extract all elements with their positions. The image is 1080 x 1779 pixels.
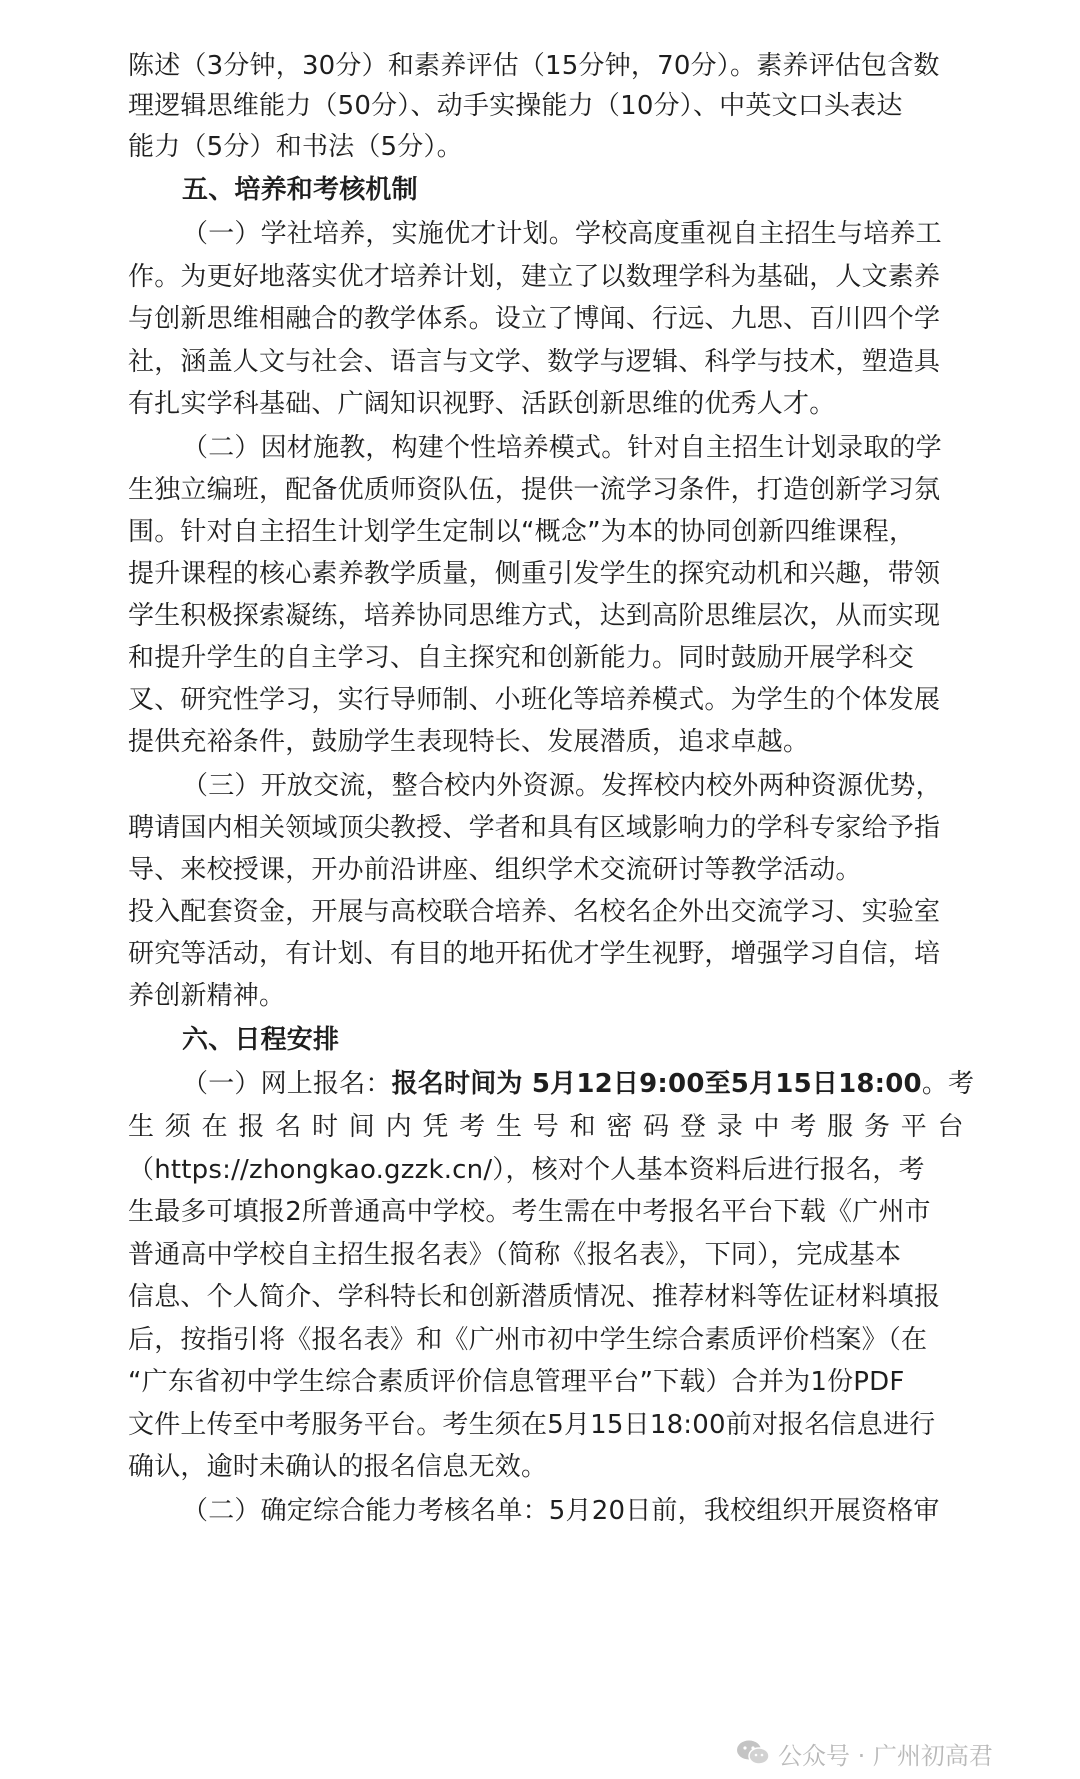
text-line: 陈述（3分钟，30分）和素养评估（15分钟，70分）。素养评估包含数 bbox=[128, 51, 940, 81]
spaced-char: 和 bbox=[569, 1112, 596, 1142]
spaced-char: 名 bbox=[275, 1112, 302, 1142]
spaced-char: 密 bbox=[606, 1112, 633, 1142]
registration-time: 报名时间为 5月12日9:00至5月15日18:00 bbox=[391, 1069, 922, 1099]
spaced-char: 在 bbox=[201, 1112, 228, 1142]
watermark bbox=[736, 1736, 993, 1770]
spaced-char: 生 bbox=[495, 1112, 523, 1142]
spaced-char: 时 bbox=[311, 1112, 339, 1142]
paragraph-2-line: 提升课程的核心素养教学质量，侧重引发学生的探究动机和兴趣，带领 bbox=[128, 559, 941, 589]
spaced-char: 间 bbox=[348, 1112, 375, 1142]
spaced-char: 报 bbox=[238, 1112, 265, 1142]
paragraph-3-line: 养创新精神。 bbox=[128, 981, 286, 1011]
section-heading-6: 六、日程安排 bbox=[182, 1025, 340, 1055]
paragraph-3-line: 研究等活动，有计划、有目的地开拓优才学生视野，增强学习自信，培 bbox=[128, 939, 941, 969]
spaced-char: 录 bbox=[716, 1112, 743, 1142]
spaced-char: 务 bbox=[863, 1112, 891, 1142]
spaced-char: 登 bbox=[679, 1112, 707, 1142]
paragraph-2-line: 生独立编班，配备优质师资队伍，提供一流学习条件，打造创新学习氛 bbox=[128, 475, 941, 505]
paragraph-4-line: （https://zhongkao.gzzk.cn/），核对个人基本资料后进行报名，考 bbox=[128, 1155, 925, 1185]
section-heading-5: 五、培养和考核机制 bbox=[182, 175, 418, 205]
paragraph-4-line: 确认，逾时未确认的报名信息无效。 bbox=[128, 1452, 548, 1482]
paragraph-3-line: （三）开放交流，整合校内外资源。发挥校内校外两种资源优势， bbox=[182, 771, 942, 801]
paragraph-3-line: 聘请国内相关领域顶尖教授、学者和具有区域影响力的学科专家给予指 bbox=[128, 813, 941, 843]
paragraph-1-line: 与创新思维相融合的教学体系。设立了博闻、行远、九思、百川四个学 bbox=[128, 304, 941, 334]
spaced-char: 服 bbox=[827, 1112, 854, 1142]
paragraph-5-line: （二）确定综合能力考核名单：5月20日前，我校组织开展资格审 bbox=[182, 1496, 940, 1526]
paragraph-4-line: 信息、个人简介、学科特长和创新潜质情况、推荐材料等佐证材料填报 bbox=[128, 1282, 941, 1312]
paragraph-4-line: 生最多可填报2所普通高中学校。考生需在中考报名平台下载《广州市 bbox=[128, 1197, 931, 1227]
paragraph-4-line: 后，按指引将《报名表》和《广州市初中学生综合素质评价档案》（在 bbox=[128, 1325, 928, 1355]
spaced-char: 须 bbox=[164, 1112, 191, 1142]
spaced-char: 平 bbox=[900, 1112, 927, 1142]
paragraph-2-line: 学生积极探索凝练，培养协同思维方式，达到高阶思维层次，从而实现 bbox=[128, 601, 941, 631]
spaced-char: 凭 bbox=[422, 1112, 449, 1142]
paragraph-2-line: 围。针对自主招生计划学生定制以“概念”为本的协同创新四维课程， bbox=[128, 517, 916, 547]
watermark-text: 公众号 · 广州初高君 bbox=[778, 1741, 993, 1770]
wechat-official-account-icon bbox=[736, 1739, 770, 1767]
paragraph-4-line: 文件上传至中考服务平台。考生须在5月15日18:00前对报名信息进行 bbox=[128, 1410, 936, 1440]
paragraph-2-line: （二）因材施教，构建个性培养模式。针对自主招生计划录取的学 bbox=[182, 433, 942, 463]
registration-prefix: （一）网上报名： bbox=[182, 1069, 392, 1099]
spaced-char: 台 bbox=[937, 1112, 964, 1142]
spaced-char: 内 bbox=[385, 1112, 412, 1142]
paragraph-3-line: 导、来校授课，开办前沿讲座、组织学术交流研讨等教学活动。 bbox=[128, 855, 862, 885]
spaced-char: 考 bbox=[459, 1112, 486, 1142]
text-line: 理逻辑思维能力（50分）、动手实操能力（10分）、中英文口头表达 bbox=[128, 91, 903, 121]
spaced-text-line bbox=[128, 1107, 964, 1147]
spaced-char: 考 bbox=[790, 1112, 817, 1142]
paragraph-2-line: 提供充裕条件，鼓励学生表现特长、发展潜质，追求卓越。 bbox=[128, 727, 810, 757]
paragraph-4-line: “广东省初中学生综合素质评价信息管理平台”下载）合并为1份PDF bbox=[128, 1367, 905, 1397]
spaced-char: 生 bbox=[128, 1112, 155, 1142]
paragraph-1-line: 作。为更好地落实优才培养计划，建立了以数理学科为基础，人文素养 bbox=[128, 262, 941, 292]
paragraph-1-line: 有扎实学科基础、广阔知识视野、活跃创新思维的优秀人才。 bbox=[128, 389, 836, 419]
registration-line bbox=[182, 1064, 975, 1104]
text-line: 能力（5分）和书法（5分）。 bbox=[128, 132, 463, 162]
paragraph-4-line: 普通高中学校自主招生报名表》（简称《报名表》，下同），完成基本 bbox=[128, 1240, 902, 1270]
paragraph-2-line: 叉、研究性学习，实行导师制、小班化等培养模式。为学生的个体发展 bbox=[128, 685, 941, 715]
paragraph-1-line: （一）学社培养，实施优才计划。学校高度重视自主招生与培养工 bbox=[182, 219, 942, 249]
paragraph-3-line: 投入配套资金，开展与高校联合培养、名校名企外出交流学习、实验室 bbox=[128, 897, 941, 927]
spaced-char: 码 bbox=[643, 1112, 670, 1142]
paragraph-2-line: 和提升学生的自主学习、自主探究和创新能力。同时鼓励开展学科交 bbox=[128, 643, 915, 673]
paragraph-1-line: 社，涵盖人文与社会、语言与文学、数学与逻辑、科学与技术，塑造具 bbox=[128, 347, 941, 377]
spaced-char: 中 bbox=[753, 1112, 780, 1142]
spaced-char: 号 bbox=[532, 1112, 559, 1142]
registration-suffix: 。考 bbox=[921, 1069, 975, 1099]
